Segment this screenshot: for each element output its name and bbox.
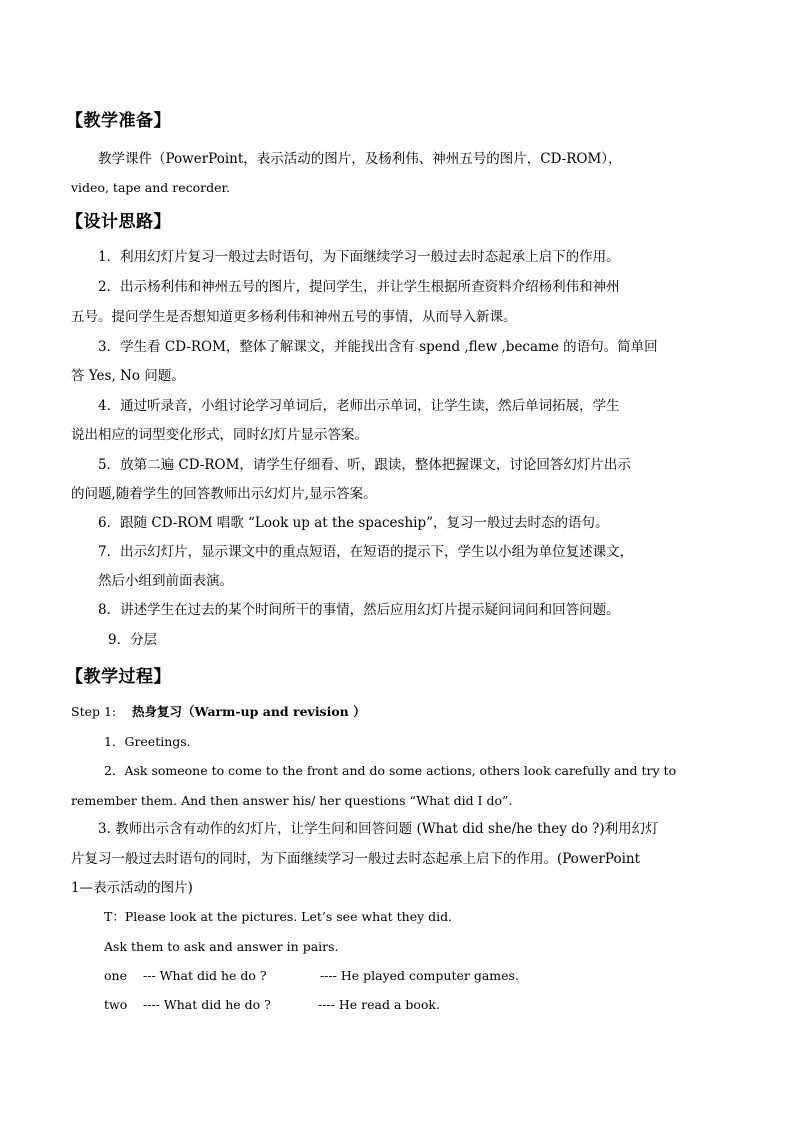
design-item: 3．学生看 CD-ROM，整体了解课文，并能找出含有 spend ,flew ,became 的语句。简单回 [98, 339, 658, 355]
slide-item-line-2: 片复习一般过去时语句的同时，为下面继续学习一般过去时态起承上启下的作用。(PowerPoint [71, 851, 641, 867]
teacher-line: T：Please look at the pictures. Let’s see what they did． [104, 909, 461, 924]
design-item: 2．出示杨利伟和神州五号的图片，提问学生，并让学生根据所查资料介绍杨利伟和神州 [98, 279, 620, 295]
dialog-number: one [104, 968, 127, 983]
actions-item-line-2: remember them. And then answer his/ her questions “What did I do”. [71, 793, 513, 808]
design-item: 7．出示幻灯片，显示课文中的重点短语，在短语的提示下，学生以小组为单位复述课文， [98, 544, 634, 560]
step1-title: 热身复习（Warm-up and revision ） [132, 704, 366, 719]
step1-label: Step 1: [71, 704, 117, 719]
design-item: 然后小组到前面表演。 [98, 573, 233, 589]
prep-line-2: video, tape and recorder. [71, 180, 231, 195]
dialog-answer: ---- He read a book. [318, 997, 440, 1012]
design-item: 5．放第二遍 CD-ROM，请学生仔细看、听，跟读，整体把握课文，讨论回答幻灯片出示 [98, 457, 631, 473]
dialog-question: --- What did he do ? [143, 968, 267, 983]
design-item: 8．讲述学生在过去的某个时间所干的事情，然后应用幻灯片提示疑问词问和回答问题。 [98, 602, 620, 618]
design-item: 1．利用幻灯片复习一般过去时语句，为下面继续学习一般过去时态起承上启下的作用。 [98, 249, 620, 265]
slide-item-line-1: 3. 教师出示含有动作的幻灯片，让学生问和回答问题 (What did she/he they do ?)利用幻灯 [98, 821, 659, 837]
design-item: 9．分层 [108, 632, 158, 648]
prep-line-1: 教学课件（PowerPoint，表示活动的图片，及杨利伟、神州五号的图片，CD-ROM）， [98, 151, 622, 167]
design-item: 说出相应的词型变化形式，同时幻灯片显示答案。 [71, 427, 368, 443]
design-item: 6．跟随 CD-ROM 唱歌 “Look up at the spaceship”，复习一般过去时态的语句。 [98, 515, 609, 531]
dialog-question: ---- What did he do ? [143, 997, 271, 1012]
design-heading: 【设计思路】 [66, 212, 171, 232]
design-item: 4．通过听录音，小组讨论学习单词后，老师出示单词，让学生读，然后单词拓展，学生 [98, 398, 620, 414]
process-heading: 【教学过程】 [66, 667, 171, 687]
greetings-item: 1．Greetings. [104, 734, 191, 749]
design-item: 答 Yes, No 问题。 [71, 368, 185, 384]
design-item: 的问题,随着学生的回答教师出示幻灯片,显示答案。 [71, 486, 377, 502]
dialog-number: two [104, 997, 128, 1012]
design-item: 五号。提问学生是否想知道更多杨利伟和神州五号的事情，从而导入新课。 [71, 309, 517, 325]
prep-heading: 【教学准备】 [66, 111, 171, 131]
dialog-answer: ---- He played computer games. [320, 968, 519, 983]
pairs-line: Ask them to ask and answer in pairs. [104, 939, 339, 954]
actions-item-line-1: 2．Ask someone to come to the front and do some actions, others look carefully and try to [104, 763, 677, 778]
slide-item-line-3: 1—表示活动的图片) [71, 880, 193, 896]
